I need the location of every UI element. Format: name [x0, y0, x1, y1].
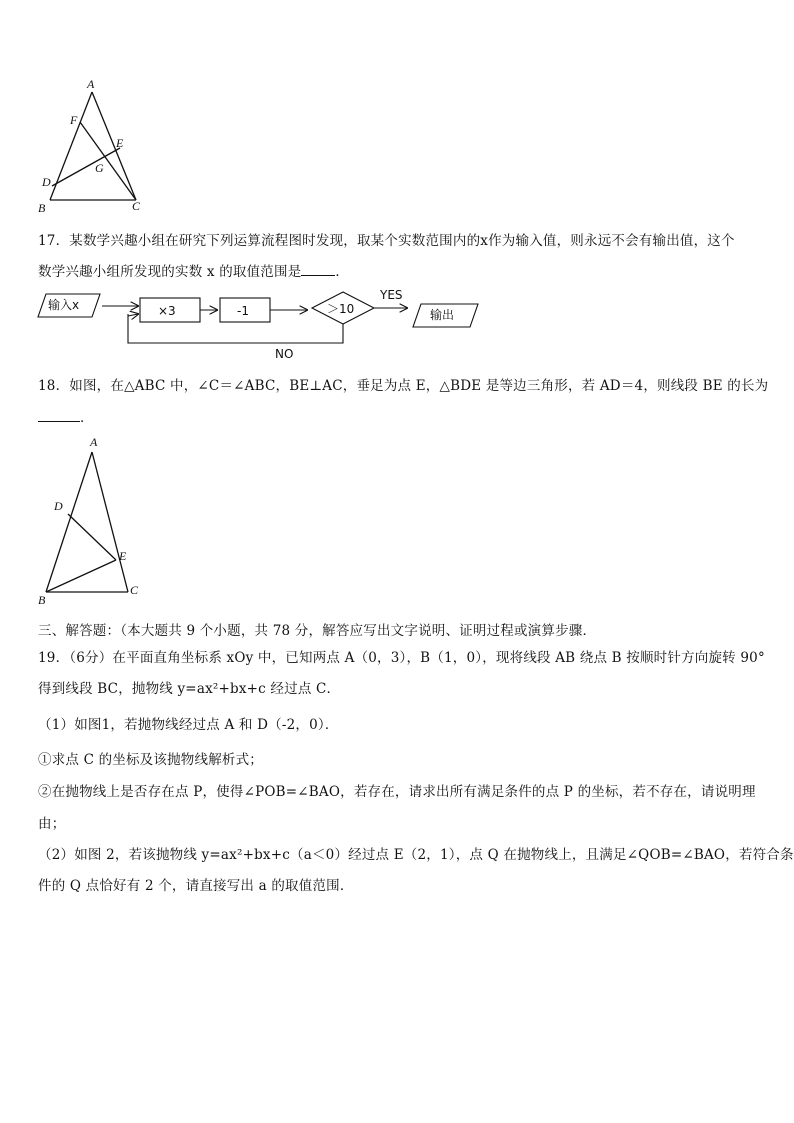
flowchart-output-text: 输出	[430, 308, 455, 322]
flowchart-no-label: NO	[275, 347, 294, 361]
label-F: F	[70, 113, 78, 127]
q18-answer-blank	[38, 409, 80, 422]
label-A: A	[87, 77, 95, 91]
q18-line2-end: ．	[80, 410, 94, 426]
q19-line2: 得到线段 BC，抛物线 y=ax²+bx+c 经过点 C．	[38, 681, 341, 697]
label-E: E	[116, 136, 124, 150]
flowchart-step1-text: ×3	[158, 304, 176, 318]
q19-part2-b: 件的 Q 点恰好有 2 个，请直接写出 a 的取值范围．	[38, 878, 354, 894]
flowchart-yes-label: YES	[380, 288, 403, 302]
q17-line2	[38, 260, 349, 280]
q18-label-B: B	[38, 593, 46, 607]
q19-part2: （2）如图 2，若该抛物线 y=ax²+bx+c（a＜0）经过点 E（2，1），点 Q 在抛物线上，且满足∠QOB=∠BAO，若符合条	[38, 847, 794, 863]
flowchart-input-text: 输入x	[48, 298, 80, 312]
q17-line1: 17．某数学兴趣小组在研究下列运算流程图时发现，取某个实数范围内的x作为输入值，则永远不会有输出值，这个	[38, 233, 735, 249]
label-D: D	[42, 175, 51, 189]
flowchart-step2-text: -1	[237, 304, 249, 318]
q19-part1-b: ②在抛物线上是否存在点 P，使得∠POB=∠BAO，若存在，请求出所有满足条件的点 P 的坐标，若不存在，请说明理	[38, 784, 756, 800]
triangle-figure-q18	[32, 432, 147, 610]
q19-part1: （1）如图1，若抛物线经过点 A 和 D（-2，0）．	[38, 717, 339, 733]
section3-heading: 三、解答题：（本大题共 9 个小题，共 78 分，解答应写出文字说明、证明过程或演算步骤．	[38, 623, 597, 639]
q17-line2-text: 数学兴趣小组所发现的实数 x 的取值范围是	[38, 264, 302, 280]
q18-line1: 18．如图，在△ABC 中，∠C＝∠ABC，BE⊥AC，垂足为点 E，△BDE 是等边三角形，若 AD＝4，则线段 BE 的长为	[38, 378, 769, 394]
triangle-figure-top	[30, 74, 155, 220]
label-B: B	[38, 201, 46, 215]
flowchart-condition-text: ＞10	[327, 302, 355, 316]
q17-line2-end: ．	[335, 264, 350, 280]
q19-part1-b2: 由；	[38, 816, 66, 832]
q19-part1-a: ①求点 C 的坐标及该抛物线解析式；	[38, 752, 264, 768]
q19-line1: 19．（6分）在平面直角坐标系 xOy 中，已知两点 A（0，3），B（1，0），现将线段 AB 绕点 B 按顺时针方向旋转 90°	[38, 650, 765, 666]
q18-label-A: A	[90, 435, 98, 449]
q18-label-E: E	[119, 549, 127, 563]
label-G: G	[95, 161, 104, 175]
q17-answer-blank	[301, 263, 335, 276]
flowchart	[34, 284, 494, 364]
label-C: C	[132, 199, 141, 213]
q18-line2	[38, 406, 94, 426]
q18-label-C: C	[130, 583, 139, 597]
q18-label-D: D	[54, 499, 63, 513]
